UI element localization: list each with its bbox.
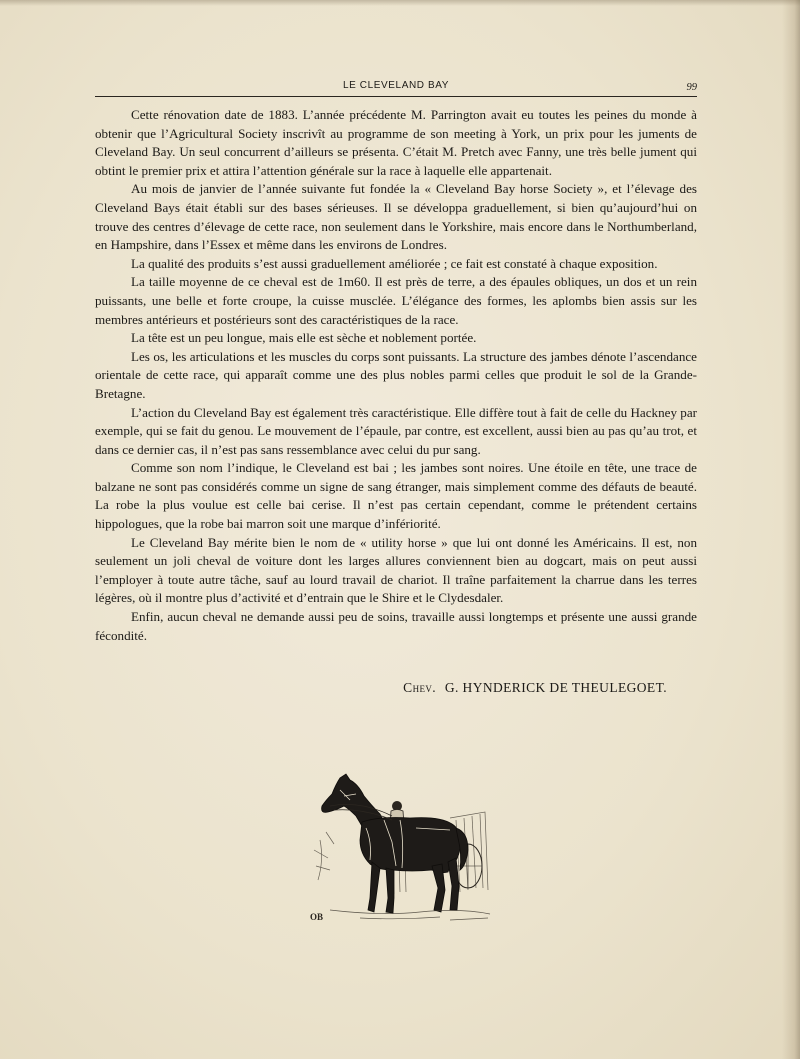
signature-title: Chev. <box>403 680 437 695</box>
running-title: LE CLEVELAND BAY <box>342 80 450 91</box>
paragraph: La qualité des produits s’est aussi graduellement améliorée ; ce fait est constaté à chaque exposition. <box>131 255 658 271</box>
paragraph: Au mois de janvier de l’année suivante fut fondée la « Cleveland Bay horse Society », et l’élevage des Cleveland Bays était établi sur des bases sérieuses. Il se développa graduellement, si bien qu’aujourd’hui on trouve des centres d’élevage de cette race, non seulement dans le Yorkshire, mais encore dans le Northumberland, en Hampshire, dans l’Essex et même dans les environs de Londres. <box>95 181 697 253</box>
paragraph: La taille moyenne de ce cheval est de 1m60. Il est près de terre, a des épaules obliques, un dos et un rein puissants, une belle et forte croupe, la cuisse musclée. L’élégance des formes, les aplombs bien assis sur les membres antérieurs et postérieurs sont des caractéristiques de la race. <box>95 274 697 327</box>
paragraph: Cette rénovation date de 1883. L’année précédente M. Parrington avait eu toutes les peines du monde à obtenir que l’Agricultural Society inscrivît au programme de son meeting à York, un prix pour les juments de Cleveland Bay. Un seul concurrent d’ailleurs se présenta. C’était M. Pretch avec Fanny, une très belle jument qui obtint le premier prix et attira l’attention générale sur la race à laquelle elle appartenait. <box>95 107 697 178</box>
paragraph: Comme son nom l’indique, le Cleveland est bai ; les jambes sont noires. Une étoile en tête, une trace de balzane ne sont pas considérés comme un signe de sang étranger, mais simplement comme des défauts de beauté. La robe la plus voulue est celle bai cerise. Il n’est pas certain cependant, comme le prétendent certains hippologues, que la robe bai marron soit une marque d’infériorité. <box>95 460 697 532</box>
signature-name: G. HYNDERICK DE THEULEGOET. <box>444 680 667 695</box>
page-top-shadow <box>0 0 800 6</box>
paragraph: L’action du Cleveland Bay est également très caractéristique. Elle diffère tout à fait de celle du Hackney par exemple, qui se fait du genou. Le mouvement de l’épaule, par contre, est excellent, aussi bien au pas qu’au trot, et dans ce dernier cas, il n’est pas sans ressemblance avec celui du pur sang. <box>95 404 697 457</box>
header-rule <box>95 96 697 97</box>
paragraph: Le Cleveland Bay mérite bien le nom de « utility horse » que lui ont donné les Américains. Il est, non seulement un joli cheval de voiture dont les larges allures conviennent bien au dogcart, mais on peut aussi l’employer à toute autre tâche, sauf au lourd travail de chariot. Il traîne parfaitement la charrue dans les terres légères, où il montre plus d’activité et d’entrain que le Shire et le Clydesdaler. <box>95 534 697 606</box>
paragraph: Les os, les articulations et les muscles du corps sont puissants. La structure des jambes dénote l’ascendance orientale de cette race, qui apparaît comme une des plus nobles parmi celles que produit le sol de la Grande-Bretagne. <box>95 348 697 401</box>
author-signature <box>95 680 667 696</box>
page-number: 99 <box>686 82 697 93</box>
article-body <box>95 106 697 645</box>
horse-engraving <box>300 770 500 930</box>
paragraph: Enfin, aucun cheval ne demande aussi peu de soins, travaille aussi longtemps et présente une aussi grande fécondité. <box>95 609 697 643</box>
paragraph: La tête est un peu longue, mais elle est sèche et noblement portée. <box>131 330 477 346</box>
running-header <box>95 80 697 94</box>
horse-illustration <box>300 770 500 930</box>
page-edge-shadow <box>782 0 800 1059</box>
monogram-label: OB <box>310 912 324 922</box>
